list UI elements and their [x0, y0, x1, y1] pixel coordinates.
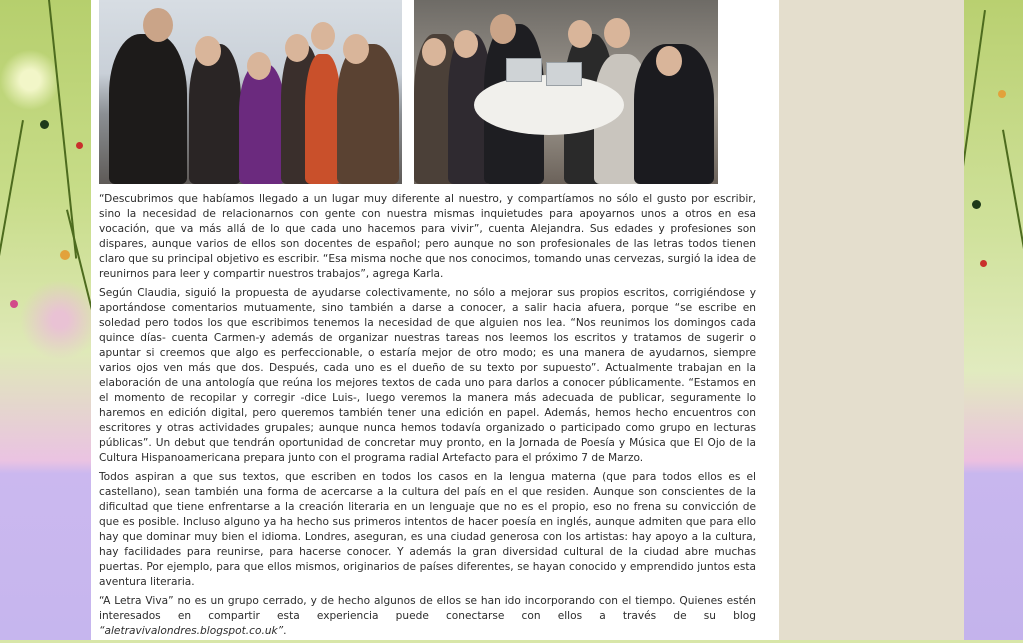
- article-paragraph-4-end: .: [283, 625, 287, 637]
- article-paragraph-1: “Descubrimos que habíamos llegado a un lugar muy diferente al nuestro, y compartíamos no sólo el gusto por escribir, sino la necesidad de relacionarnos con gente con nuestra mismas inquietudes para apoyarnos unos a otros en esa vocación, que va más allá de lo que cada uno hacemos para vivir”, cuenta Alejandra. Sus edades y profesiones son dispares, aunque varios de ellos son docentes de español; pero aunque no son profesionales de las letras todos tienen claro que su principal objetivo es escribir. “Esa misma noche que nos conocimos, tomando unas cervezas, surgió la idea de reunirnos para leer y compartir nuestros trabajos”, agrega Karla.: [99, 193, 756, 280]
- article-content: [91, 0, 779, 640]
- article-body: [99, 192, 756, 643]
- group-photo-meeting: [414, 0, 718, 184]
- article-paragraph-4: [99, 594, 756, 639]
- sidebar-panel: [779, 0, 964, 640]
- article-paragraph-3: Todos aspiran a que sus textos, que escriben en todos los casos en la lengua materna (que para todos ellos es el castellano), sean también una forma de acercarse a la cultura del país en el que residen. Aunque son conscientes de la dificultad que tiene enfrentarse a la creación literaria en un lenguaje que no es el propio, eso no frena su convicción de que es posible. Incluso alguno ya ha hecho sus primeros intentos de hacer poesía en inglés, aunque admiten que para ello hay que dominar muy bien el idioma. Londres, aseguran, es una ciudad generosa con los artistas: hay apoyo a la cultura, hay facilidades para reunirse, para hacerse conocer. Y además la gran diversidad cultural de la ciudad abre muchas puertas. Por ejemplo, para que ellos mismos, originarios de países diferentes, se hayan conocido y emprendido juntos esta aventura literaria.: [99, 471, 756, 588]
- decorative-background-right: [964, 0, 1023, 640]
- group-photo-outdoor: [99, 0, 402, 184]
- article-paragraph-2: Según Claudia, siguió la propuesta de ayudarse colectivamente, no sólo a mejorar sus propios escritos, corrigiéndose y aportándose comentarios mutuamente, sino también a darse a conocer, a salir hacia afuera, porque “se escribe en soledad pero todos los que escribimos tenemos la necesidad de que alguien nos lea. “Nos reunimos los domingos cada quince días- cuenta Carmen-y además de organizar nuestras tareas nos leemos los escritos y tratamos de sugerir o apuntar si creemos que algo es perfeccionable, o estaría mejor de otro modo; es una manera de ayudarnos, siempre varios ojos ven más que dos. Después, cada uno es el dueño de su texto por supuesto”. Actualmente trabajan en la elaboración de una antología que reúna los mejores textos de cada uno para darlos a conocer públicamente. “Estamos en el momento de recopilar y corregir -dice Luis-, luego veremos la manera más adecuada de publicar, seguramente lo haremos en edición digital, pero queremos también tener una edición en papel. Además, hemos hecho encuentros con escritores y otras actividades grupales; aunque nunca hemos todavía organizado o participado como grupo en lecturas públicas”. Un debut que tendrán oportunidad de concretar muy pronto, en la Jornada de Poesía y Música que El Ojo de la Cultura Hispanoamericana prepara junto con el programa radial Artefacto para el próximo 7 de Marzo.: [99, 287, 756, 464]
- decorative-background-left: [0, 0, 91, 640]
- blog-link[interactable]: “aletravivalondres.blogspot.co.uk”: [99, 625, 284, 637]
- article-paragraph-4-text: “A Letra Viva” no es un grupo cerrado, y de hecho algunos de ellos se han ido incorporando con el tiempo. Quienes estén interesados en compartir esta experiencia puede conectarse con ellos a través de su blog: [99, 595, 756, 622]
